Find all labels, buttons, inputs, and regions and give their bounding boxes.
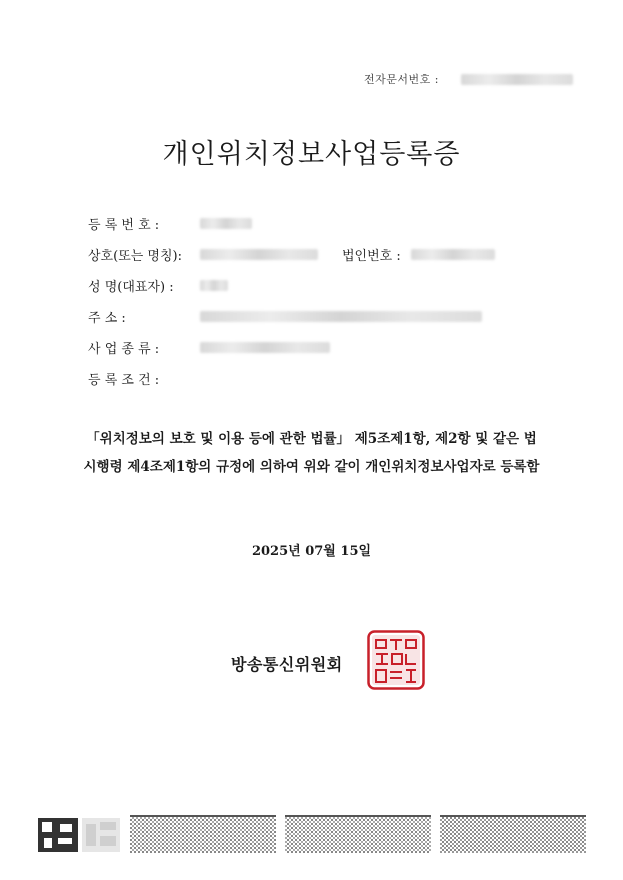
field-label: 주 소 : [88,311,126,326]
field-value-redacted [200,311,482,322]
field-value-redacted [200,218,252,229]
document-number-label: 전자문서번호 : [364,73,439,86]
page-title: 개인위치정보사업등록증 [162,139,461,170]
field-business-type [88,338,330,357]
document-number-redacted [461,74,573,85]
body-text-line-1: 「위치정보의 보호 및 이용 등에 관한 법률」 제5조제1항, 제2항 및 같은 법 [86,431,537,447]
issue-date: 2025년 07월 15일 [251,544,372,559]
field-registration-conditions [88,369,200,388]
field-company-name [88,245,495,264]
official-seal-icon [367,630,425,690]
2d-barcode-icon [130,815,276,853]
field-representative [88,276,228,295]
field-registration-number [88,214,252,233]
document-number [364,71,573,87]
field-label: 사 업 종 류 : [88,342,160,357]
field-extra-value-redacted [411,249,495,260]
field-label: 등 록 번 호 : [88,218,160,233]
body-text-line-2: 시행령 제4조제1항의 규정에 의하여 위와 같이 개인위치정보사업자로 등록함 [83,459,540,475]
field-label: 성 명(대표자) : [88,280,174,295]
field-value-redacted [200,280,228,291]
field-value-redacted [200,342,330,353]
field-label: 상호(또는 명칭): [88,249,183,264]
issuer-name: 방송통신위원회 [231,655,343,674]
2d-barcode-icon [440,815,586,853]
field-extra-label: 법인번호 : [342,249,401,264]
field-value-redacted [200,249,318,260]
2d-barcode-icon [36,816,122,854]
2d-barcode-icon [285,815,431,853]
field-address [88,307,482,326]
field-label: 등 록 조 건 : [88,373,160,388]
